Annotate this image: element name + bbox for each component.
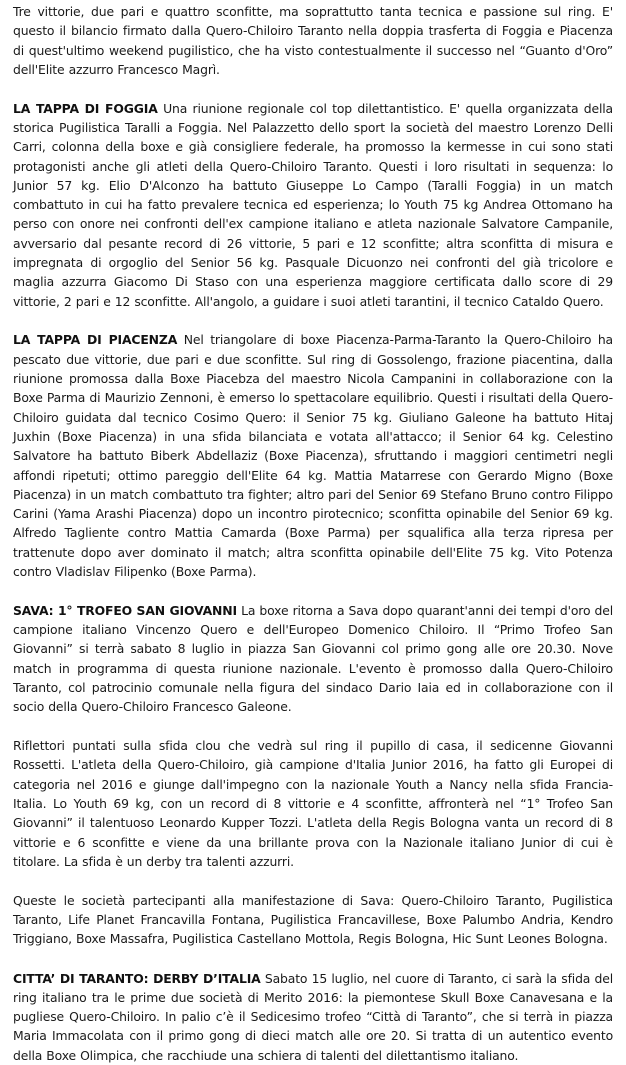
section-text-taranto: Sabato 15 luglio, nel cuore di Taranto, ci sarà la sfida del ring italiano tra le prime due società di Merito 2016: la piemontese Skull Boxe Canavesana e la pugliese Quero-Chiloiro. In palio c’è il Sedicesimo trofeo “Città di Taranto”, che si terrà in piazza Maria Immacolata con il primo gong di dieci match alle ore 20. Si tratta di un autentico evento della Boxe Olimpica, che racchiude una schiera di talenti del dilettantismo italiano.: [13, 970, 613, 1063]
section-piacenza: [13, 330, 613, 581]
article-body: [13, 2, 613, 1065]
section-foggia: [13, 99, 613, 311]
sava-clubs-paragraph: Queste le società partecipanti alla manifestazione di Sava: Quero-Chiloiro Taranto, Pugilistica Taranto, Life Planet Francavilla Fontana, Pugilistica Francavillese, Boxe Palumbo Andria, Kendro Triggiano, Boxe Massafra, Pugilistica Castellano Mottola, Regis Bologna, Hic Sunt Leones Bologna.: [13, 892, 613, 947]
section-taranto: [13, 969, 613, 1065]
section-heading-foggia: LA TAPPA DI FOGGIA: [13, 100, 158, 116]
section-heading-taranto: CITTA’ DI TARANTO: DERBY D’ITALIA: [13, 970, 261, 986]
section-text-piacenza: Nel triangolare di boxe Piacenza-Parma-Taranto la Quero-Chiloiro ha pescato due vittorie, due pari e due sconfitte. Sul ring di Gossolengo, frazione piacentina, dalla riunione promossa dalla Boxe Piacebza del maestro Nicola Campanini in collaborazione con la Boxe Parma di Maurizio Zennoni, è emerso lo spettacolare equilibrio. Questi i risultati della Quero-Chiloiro guidata dal tecnico Cosimo Quero: il Senior 75 kg. Giuliano Galeone ha battuto Hitaj Juxhin (Boxe Piacenza) in una sfida bilanciata e votata all'attacco; il Senior 64 kg. Celestino Salvatore ha battuto Biberk Abdellaziz (Boxe Piacenza), sfruttando i maggiori centimetri negli affondi ripetuti; ottimo pareggio dell'Elite 64 kg. Mattia Matarrese con Gerardo Migno (Boxe Piacenza) in un match combattuto tra fighter; altro pari del Senior 69 Stefano Bruno contro Filippo Carini (Yama Arashi Piacenza) dopo un incontro pirotecnico; sconfitta opinabile del Senior 69 kg. Alfredo Tagliente contro Mattia Camarda (Boxe Parma) per squalifica alla terza ripresa per trattenute dopo aver dominato il match; altra sconfitta opinabile dell'Elite 75 kg. Vito Potenza contro Vladislav Filipenko (Boxe Parma).: [13, 332, 613, 580]
section-text-foggia: Una riunione regionale col top dilettantistico. E' quella organizzata della storica Pugilistica Taralli a Foggia. Nel Palazzetto dello sport la società del maestro Lorenzo Delli Carri, colonna della boxe e già consigliere federale, ha promosso la kermesse in cui sono stati protagonisti anche gli atleti della Quero-Chiloiro Taranto. Questi i loro risultati in sequenza: lo Junior 57 kg. Elio D'Alconzo ha battuto Giuseppe Lo Campo (Taralli Foggia) in un match combattuto in cui ha fatto prevalere tecnica ed esperienza; lo Youth 75 kg Andrea Ottomano ha perso con onore nei confronti dell'ex campione italiano e atleta nazionale Salvatore Campanile, avversario dal pesante record di 26 vittorie, 5 pari e 12 sconfitte; altra sconfitta di misura e impregnata di orgoglio del Senior 56 kg. Pasquale Dicuonzo nei confronti del già tricolore e maglia azzurra Giacomo Di Staso con una esperienza maggiore certificata dallo score di 29 vittorie, 2 pari e 12 sconfitte. All'angolo, a guidare i suoi atleti tarantini, il tecnico Cataldo Quero.: [13, 100, 613, 309]
section-sava: [13, 601, 613, 717]
intro-paragraph: Tre vittorie, due pari e quattro sconfitte, ma soprattutto tanta tecnica e passione sul ring. E' questo il bilancio firmato dalla Quero-Chiloiro Taranto nella doppia trasferta di Foggia e Piacenza di quest'ultimo weekend pugilistico, che ha visto contestualmente il successo nel “Guanto d'Oro” dell'Elite azzurro Francesco Magrì.: [13, 4, 613, 77]
section-heading-sava: SAVA: 1° TROFEO SAN GIOVANNI: [13, 602, 237, 618]
sava-main-bout-paragraph: Riflettori puntati sulla sfida clou che vedrà sul ring il pupillo di casa, il sedicenne Giovanni Rossetti. L'atleta della Quero-Chiloiro, già campione d'Italia Junior 2016, ha fatto gli Europei di categoria nel 2016 e giunge dall'impegno con la nazionale Youth a Nancy nella sfida Francia-Italia. Lo Youth 69 kg, con un record di 8 vittorie e 4 sconfitte, affronterà nel “1° Trofeo San Giovanni” il talentuoso Leonardo Kupper Tozzi. L'atleta della Regis Bologna vanta un record di 8 vittorie e 6 sconfitte e viene da una brillante prova con la Nazionale italiano Junior di cui è titolare. La sfida è un derby tra talenti azzurri.: [13, 738, 613, 869]
section-heading-piacenza: LA TAPPA DI PIACENZA: [13, 332, 178, 348]
section-text-sava: La boxe ritorna a Sava dopo quarant'anni dei tempi d'oro del campione italiano Vincenzo Quero e dell'Europeo Domenico Chiloiro. Il “Primo Trofeo San Giovanni” si terrà sabato 8 luglio in piazza San Giovanni col primo gong alle ore 20.30. Nove match in programma di questa riunione nazionale. L'evento è promosso dalla Quero-Chiloiro Taranto, col patrocinio comunale nella figura del sindaco Dario Iaia ed in collaborazione con il socio della Quero-Chiloiro Francesco Galeone.: [13, 602, 614, 715]
